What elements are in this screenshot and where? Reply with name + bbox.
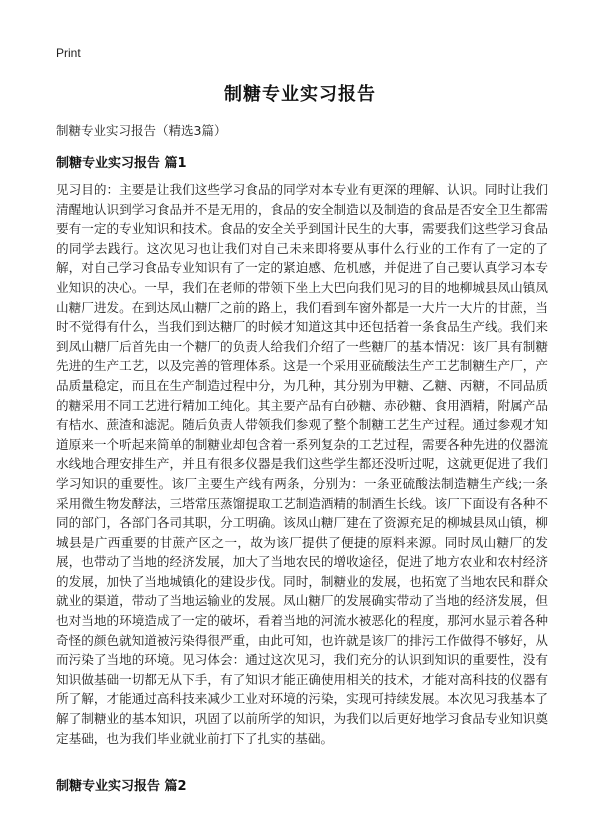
section-heading-2: 制糖专业实习报告 篇2 — [56, 779, 187, 794]
print-link[interactable]: Print — [56, 46, 81, 60]
document-title: 制糖专业实习报告 — [224, 84, 376, 105]
section-body-1: 见习目的：主要是让我们这些学习食品的同学对本专业有更深的理解、认识。同时让我们清醒地认识到学习食品并不是无用的，食品的安全制造以及制造的食品是否安全卫生都需要有一定的专业知识和技术。食品的安全关乎到国计民生的大事，需要我们这些学习食品的同学去践行。这次见习也让我们对自己未来即将要从事什么行业的工作有了一定的了解，对自己学习食品专业知识有了一定的紧迫感、危机感，并促进了自己要认真学习本专业知识的决心。一早，我们在老师的带领下坐上大巴向我们见习的目的地柳城县凤山镇凤山糖厂进发。在到达凤山糖厂之前的路上，我们看到车窗外都是一大片一大片的甘蔗，当时不觉得有什么，当我们到达糖厂的时候才知道这其中还包括着一条食品生产线。我们来到凤山糖厂后首先由一个糖厂的负责人给我们介绍了一些糖厂的基本情况：该厂具有制糖先进的生产工艺，以及完善的管理体系。这是一个采用亚硫酸法生产工艺制糖生产厂，产品质量稳定，而且在生产制造过程中分，为几种，其分别为甲糖、乙糖、丙糖，不同品质的糖采用不同工艺进行精加工纯化。其主要产品有白砂糖、赤砂糖、食用酒精，附属产品有桔水、蔗渣和滤泥。随后负责人带领我们参观了整个制糖工艺生产过程。通过参观才知道原来一个听起来简单的制糖业却包含着一系列复杂的工艺过程，需要各种先进的仪器流水线地合理安排生产，并且有很多仪器是我们这些学生都还没听过呢，这就更促进了我们学习知识的重要性。该厂主要生产线有两条，分别为：一条亚硫酸法制造糖生产线;一条采用微生物发酵法，三塔常压蒸馏提取工艺制造酒精的制酒生长线。该厂下面设有各种不同的部门，各部门各司其职，分工明确。该凤山糖厂建在了资源充足的柳城县凤山镇，柳城县是广西重要的甘蔗产区之一，故为该厂提供了便捷的原料来源。同时凤山糖厂的发展，也带动了当地的经济发展，加大了当地农民的增收途径，促进了地方农业和农村经济的发展，加快了当地城镇化的建设步伐。同时，制糖业的发展，也拓宽了当地农民和群众就业的渠道，带动了当地运输业的发展。凤山糖厂的发展确实带动了当地的经济发展，但也对当地的环境造成了一定的破坏，看着当地的河流水被恶化的程度，那河水显示着各种奇怪的颜色就知道被污染得很严重，由此可知，也许就是该厂的排污工作做得不够好，从而污染了当地的环境。见习体会：通过这次见习，我们充分的认识到知识的重要性，没有知识做基础一切都无从下手，有了知识才能正确使用相关的技术，才能对高科技的仪器有所了解，才能通过高科技来减少工业对环境的污染，实现可持续发展。本次见习我基本了解了制糖业的基本知识，巩固了以前所学的知识，为我们以后更好地学习食品专业知识奠定基础，也为我们毕业就业前打下了扎实的基础。 — [56, 182, 548, 746]
section-heading-1: 制糖专业实习报告 篇1 — [56, 156, 187, 171]
document-subtitle: 制糖专业实习报告（精选3篇） — [56, 123, 227, 138]
